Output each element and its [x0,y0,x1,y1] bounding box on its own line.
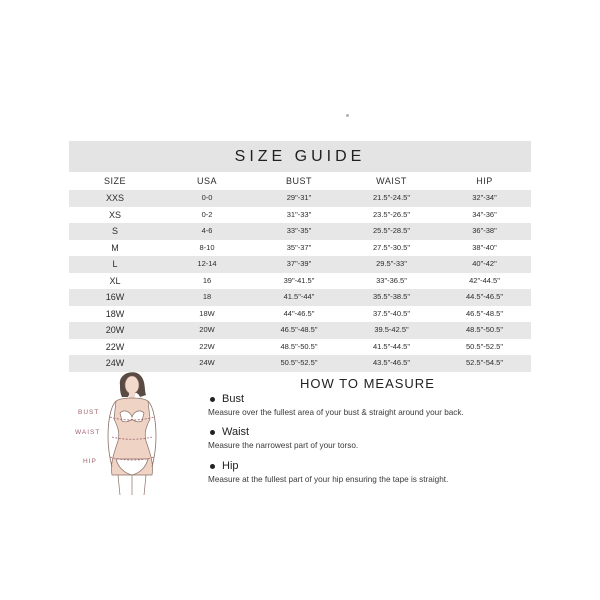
table-row [69,223,531,240]
usa-cell: 0-2 [201,209,213,219]
waist-cell: 25.5"-28.5" [372,226,411,235]
usa-cell: 24W [199,358,215,367]
measure-item-waist [208,426,358,450]
size-guide-table [69,141,531,372]
hip-cell: 52.5"-54.5" [465,358,504,367]
waist-cell: 33"-36.5" [376,275,407,285]
table-row [69,339,531,356]
column-header-hip: HIP [476,176,493,186]
waist-cell: 43.5"-46.5" [372,358,411,367]
usa-cell: 8-10 [199,242,215,252]
bust-cell: 41.5"-44" [283,292,315,301]
size-cell: XS [108,209,121,220]
bust-cell: 37"-39" [286,259,312,268]
hip-cell: 46.5"-48.5" [465,308,504,318]
decorative-dot [346,114,349,117]
size-cell: L [112,259,118,269]
hip-cell: 48.5"-50.5" [465,325,504,334]
column-header-bust: BUST [285,176,312,186]
waist-cell: 23.5"-26.5" [372,209,411,219]
figure-label-bust: BUST [78,409,100,416]
measure-item-description: Measure at the fullest part of your hip ensuring the tape is straight. [208,475,449,484]
table-row [69,190,531,207]
size-cell: XXS [105,193,124,203]
size-cell: 20W [105,325,125,335]
size-cell: XL [109,275,121,286]
size-cell: S [111,226,118,236]
hip-cell: 40"-42" [472,259,497,268]
usa-cell: 20W [199,325,215,334]
waist-cell: 39.5-42.5" [374,325,409,334]
bullet-icon [210,464,215,469]
size-cell: 18W [105,308,125,319]
hip-cell: 36"-38" [472,226,497,235]
bust-cell: 46.5"-48.5" [280,325,318,334]
bust-cell: 29"-31" [286,193,312,202]
column-header-size: SIZE [103,176,126,186]
measure-item-name: Hip [222,460,239,472]
how-to-measure-title: HOW TO MEASURE [300,376,435,391]
size-cell: 22W [105,341,125,352]
column-header-usa: USA [196,176,217,186]
table-row [69,306,531,323]
measure-item-bust [208,393,464,417]
usa-cell: 18 [202,292,212,301]
table-row [69,273,531,290]
measure-item-description: Measure over the fullest area of your bust & straight around your back. [208,408,464,417]
table-row [69,240,531,257]
bust-cell: 33"-35" [286,226,312,235]
bust-cell: 31"-33" [286,209,312,219]
usa-cell: 12-14 [197,259,217,268]
hip-cell: 32"-34" [472,193,497,202]
bullet-icon [210,397,215,402]
bust-cell: 48.5"-50.5" [280,341,318,351]
waist-cell: 35.5"-38.5" [372,292,411,301]
waist-cell: 27.5"-30.5" [372,242,411,252]
size-cell: 24W [105,358,125,368]
table-row [69,256,531,273]
figure-label-hip: HIP [83,458,97,465]
size-cell: 16W [105,292,125,302]
hip-cell: 38"-40" [472,242,497,252]
hip-cell: 42"-44.5" [469,275,500,285]
bust-cell: 35"-37" [286,242,312,252]
measure-item-name: Waist [222,426,250,438]
figure-label-waist: WAIST [75,429,101,436]
table-header-row [69,173,531,190]
table-row [69,207,531,224]
usa-cell: 4-6 [201,226,213,235]
waist-cell: 29.5"-33" [376,259,407,268]
column-header-waist: WAIST [376,176,407,186]
measurement-figure [70,367,200,497]
table-row [69,289,531,306]
waist-cell: 37.5"-40.5" [372,308,411,318]
usa-cell: 22W [199,341,215,351]
bullet-icon [210,430,215,435]
waist-cell: 21.5"-24.5" [372,193,411,202]
waist-cell: 41.5"-44.5" [372,341,411,351]
hip-cell: 44.5"-46.5" [465,292,504,301]
usa-cell: 16 [202,275,212,285]
table-row [69,322,531,339]
usa-cell: 18W [199,308,215,318]
hip-cell: 34"-36" [472,209,497,219]
usa-cell: 0-0 [201,193,213,202]
bust-cell: 39"-41.5" [283,275,315,285]
bust-cell: 50.5"-52.5" [280,358,318,367]
measure-item-description: Measure the narrowest part of your torso. [208,441,359,450]
measure-item-name: Bust [222,393,245,405]
size-cell: M [111,242,119,253]
size-guide-title: SIZE GUIDE [69,141,531,172]
bust-cell: 44"-46.5" [283,308,315,318]
measure-item-hip [208,460,448,484]
hip-cell: 50.5"-52.5" [465,341,504,351]
